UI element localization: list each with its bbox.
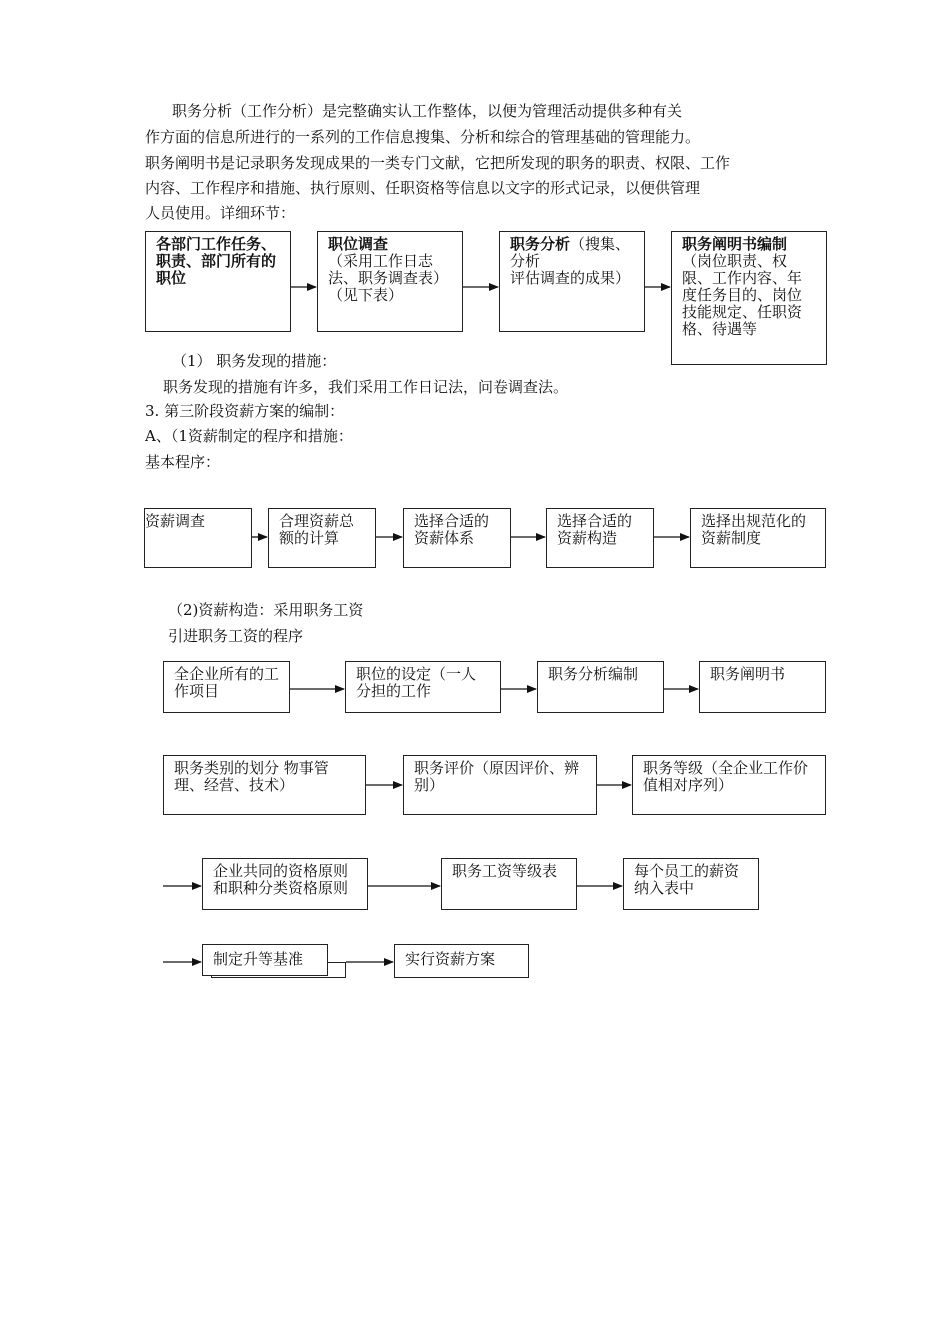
flow5-box-employee-table-label: 每个员工的薪资纳入表中 xyxy=(634,862,740,897)
flow4-box-classification xyxy=(163,755,366,815)
section-a-heading: A、（1资薪制定的程序和措施： xyxy=(145,427,353,445)
intro-line-2: 作方面的信息所进行的一系列的工作信息搜集、分析和综合的管理基础的管理能力。 xyxy=(145,128,701,146)
intro-line-1: 职务分析（工作分析）是完整确实认工作整体，以便为管理活动提供多种有关 xyxy=(172,102,683,120)
job-wage-intro: 引进职务工资的程序 xyxy=(168,627,304,645)
flow1-box-description xyxy=(671,231,827,365)
flow6-box-implement-label: 实行资薪方案 xyxy=(405,950,496,968)
flow5-box-qualification-label: 企业共同的资格原则和职种分类资格原则 xyxy=(213,862,349,897)
intro-line-3: 职务阐明书是记录职务发现成果的一类专门文献，它把所发现的职务的职责、权限、工作 xyxy=(145,154,731,172)
flow1-box-analysis-body: 评估调查的成果） xyxy=(510,269,631,287)
flow3-box-job-analysis-label: 职务分析编制 xyxy=(548,665,639,683)
flow3-box-position-setting-label: 职位的设定（一人分担的工作 xyxy=(356,665,477,700)
flow2-box-structure-label: 选择合适的资薪构造 xyxy=(557,512,633,547)
salary-construct-heading: （2)资薪构造：采用职务工资 xyxy=(168,601,364,619)
step1-description: 职务发现的措施有许多，我们采用工作日记法，问卷调查法。 xyxy=(163,378,569,396)
flow2-box-salary-survey-label: 资薪调查 xyxy=(145,512,206,530)
flow4-box-grade xyxy=(632,755,826,815)
flow6-box-promotion-label: 制定升等基准 xyxy=(213,950,304,968)
flow1-box-description-body: （岗位职责、权限、工作内容、年度任务目的、岗位技能规定、任职资格、待遇等 xyxy=(682,252,803,338)
flow1-box-analysis-title: 职务分析 xyxy=(510,235,571,253)
flow1-box-survey-title: 职位调查 xyxy=(328,235,389,253)
flow1-box-survey-body: （采用工作日志法、职务调查表）（见下表） xyxy=(328,252,449,304)
flow5-box-wage-table xyxy=(441,858,577,910)
flow3-box-job-analysis xyxy=(537,661,664,713)
flow2-box-total xyxy=(268,508,376,568)
flow1-box-survey xyxy=(317,231,463,332)
flow2-box-standard xyxy=(690,508,826,568)
flow4-box-classification-label: 职务类别的划分 物事管理、经营、技术） xyxy=(174,759,329,794)
flow1-box-analysis-inline: （搜集、分析 xyxy=(510,235,631,270)
flow1-box-positions xyxy=(145,231,291,332)
flow4-box-evaluation xyxy=(403,755,597,815)
flow5-box-qualification xyxy=(202,858,368,910)
flow1-box-positions-title: 各部门工作任务、职责、部门所有的职位 xyxy=(156,235,277,287)
flow2-box-total-label: 合理资薪总额的计算 xyxy=(279,512,355,547)
intro-line-5: 人员使用。详细环节： xyxy=(145,204,296,222)
flow5-box-wage-table-label: 职务工资等级表 xyxy=(452,862,558,880)
flow2-box-structure xyxy=(546,508,654,568)
flow5-box-employee-table xyxy=(623,858,759,910)
intro-line-4: 内容、工作程序和措施、执行原则、任职资格等信息以文字的形式记录，以便供管理 xyxy=(145,179,701,197)
flow2-box-system xyxy=(403,508,511,568)
step1-heading: （1） 职务发现的措施： xyxy=(172,352,337,370)
flow6-box-promotion xyxy=(202,944,328,976)
flow2-box-standard-label: 选择出规范化的资薪制度 xyxy=(701,512,807,547)
flow4-box-evaluation-label: 职务评价（原因评价、辨别） xyxy=(414,759,580,794)
flow3-box-position-setting xyxy=(345,661,501,713)
flow3-box-job-description-label: 职务阐明书 xyxy=(710,665,786,683)
flow4-box-grade-label: 职务等级（全企业工作价值相对序列） xyxy=(643,759,809,794)
flow1-box-analysis xyxy=(499,231,645,332)
stage3-heading: 3. 第三阶段资薪方案的编制： xyxy=(145,402,345,420)
flow3-box-all-items-label: 全企业所有的工作项目 xyxy=(174,665,280,700)
flow3-box-all-items xyxy=(163,661,290,713)
flow3-box-job-description xyxy=(699,661,826,713)
flow2-box-salary-survey xyxy=(144,508,252,568)
flow6-box-implement xyxy=(394,944,529,978)
flow1-box-description-title: 职务阐明书编制 xyxy=(682,235,788,253)
basic-procedure-label: 基本程序： xyxy=(145,453,221,471)
flow2-box-system-label: 选择合适的资薪体系 xyxy=(414,512,490,547)
